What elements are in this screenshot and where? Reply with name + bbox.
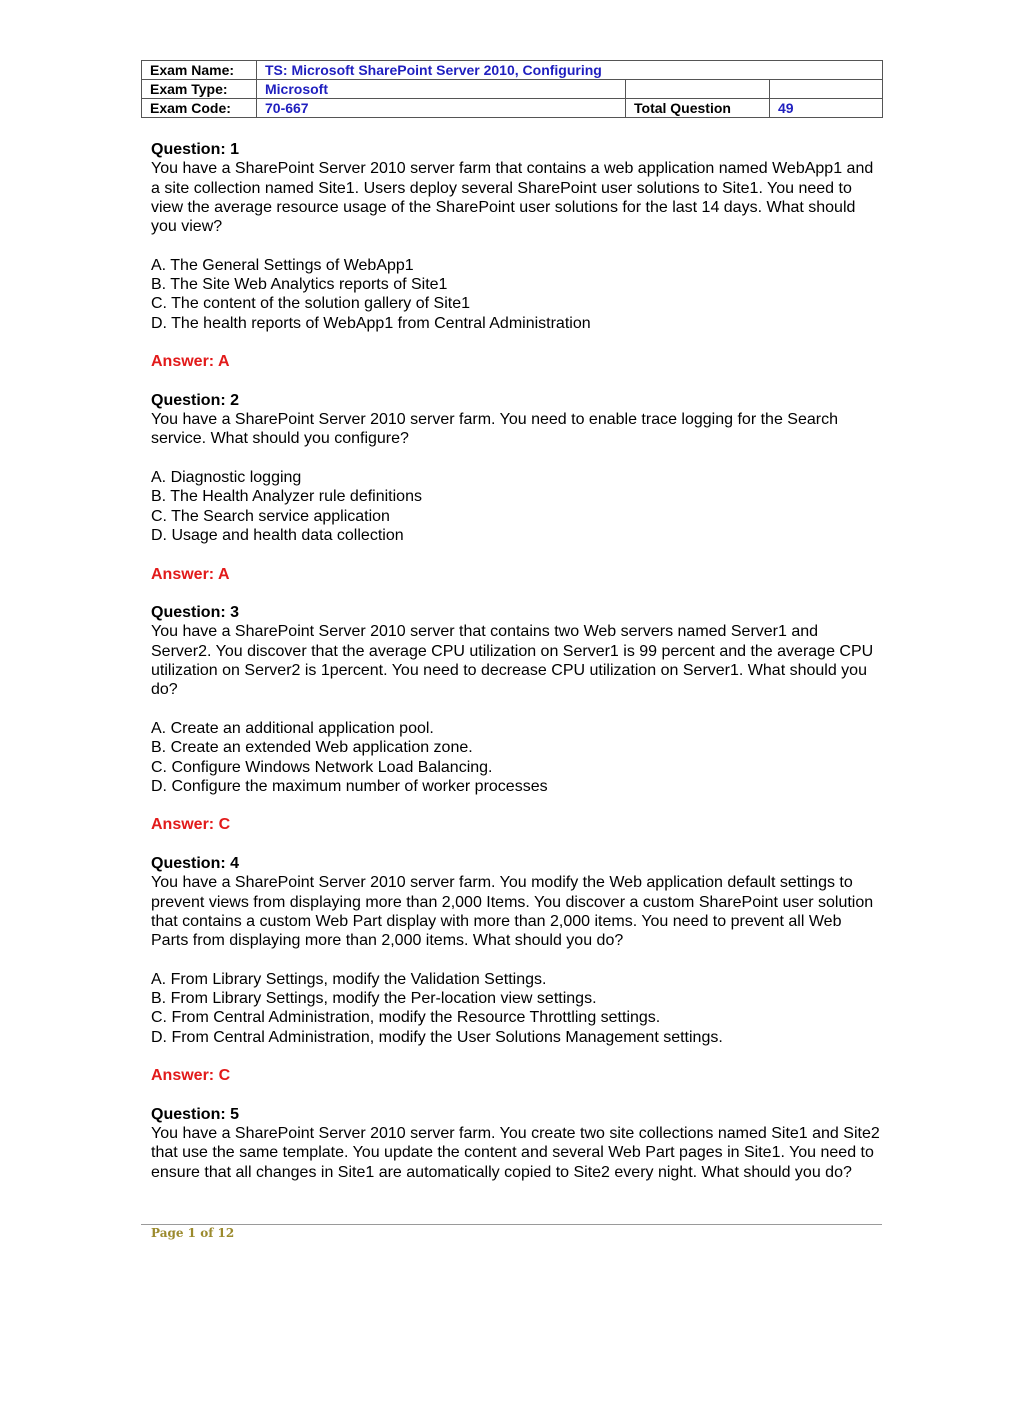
empty-cell [626, 80, 770, 99]
option-d: D. Usage and health data collection [151, 526, 404, 544]
exam-code-row [142, 99, 883, 118]
question-title: Question: 4 [151, 854, 240, 872]
question-title: Question: 3 [151, 604, 240, 622]
question-text: You have a SharePoint Server 2010 server that contains two Web servers named Server1 and Server2. You discover that the average CPU utilization on Server1 is 99 percent and the average CPU utilization on Server2 is 1percent. You need to decrease CPU utilization on Server1. What should you do? [151, 623, 874, 699]
answer-options [151, 719, 881, 796]
exam-info-table [141, 60, 883, 118]
question-text: You have a SharePoint Server 2010 server farm. You create two site collections named Site1 and Site2 that use the same template. You update the content and several Web Part pages in Site1. You need to ensure that all changes in Site1 are automatically copied to Site2 every night. What should you do? [151, 1125, 880, 1181]
answer-label: Answer: A [151, 353, 230, 371]
option-a: A. The General Settings of WebApp1 [151, 256, 414, 274]
questions-list [151, 140, 881, 1182]
option-c: C. From Central Administration, modify the Resource Throttling settings. [151, 1009, 661, 1027]
option-a: A. Create an additional application pool. [151, 719, 434, 737]
empty-cell [770, 80, 883, 99]
question-title: Question: 5 [151, 1105, 240, 1123]
option-d: D. Configure the maximum number of worker processes [151, 777, 548, 795]
exam-code-value: 70-667 [257, 99, 626, 118]
exam-type-row [142, 80, 883, 99]
exam-type-value: Microsoft [257, 80, 626, 99]
option-c: C. The content of the solution gallery of Site1 [151, 295, 471, 313]
question-title: Question: 2 [151, 391, 240, 409]
exam-type-label: Exam Type: [142, 80, 257, 99]
answer-options [151, 468, 881, 545]
question-block [151, 391, 881, 584]
question-text: You have a SharePoint Server 2010 server farm that contains a web application named WebApp1 and a site collection named Site1. Users deploy several SharePoint user solutions to Site1. You need to view the average resource usage of the SharePoint user solutions for the last 14 days. What should you view? [151, 160, 874, 236]
answer-options [151, 256, 881, 333]
total-question-label: Total Question [626, 99, 770, 118]
exam-name-row [142, 61, 883, 80]
option-b: B. From Library Settings, modify the Per-location view settings. [151, 990, 597, 1008]
question-block [151, 603, 881, 835]
option-a: A. From Library Settings, modify the Validation Settings. [151, 970, 547, 988]
answer-label: Answer: C [151, 1067, 231, 1085]
answer-label: Answer: C [151, 816, 231, 834]
question-text: You have a SharePoint Server 2010 server farm. You modify the Web application default settings to prevent views from displaying more than 2,000 Items. You discover a custom SharePoint user solution that contains a custom Web Part display with more than 2,000 items. You need to prevent all Web Parts from displaying more than 2,000 items. What should you do? [151, 874, 874, 950]
question-title: Question: 1 [151, 141, 240, 158]
exam-code-label: Exam Code: [142, 99, 257, 118]
answer-label: Answer: A [151, 565, 230, 583]
question-block [151, 1105, 881, 1182]
footer-divider [141, 1224, 882, 1225]
option-d: D. From Central Administration, modify the User Solutions Management settings. [151, 1028, 723, 1046]
option-d: D. The health reports of WebApp1 from Central Administration [151, 314, 591, 332]
option-c: C. Configure Windows Network Load Balancing. [151, 758, 493, 776]
question-block [151, 140, 881, 372]
option-b: B. The Health Analyzer rule definitions [151, 488, 422, 506]
answer-options [151, 970, 881, 1047]
question-block [151, 854, 881, 1086]
option-b: B. Create an extended Web application zone. [151, 739, 473, 757]
option-a: A. Diagnostic logging [151, 469, 302, 487]
option-b: B. The Site Web Analytics reports of Site1 [151, 276, 448, 294]
exam-name-value: TS: Microsoft SharePoint Server 2010, Configuring [257, 61, 883, 80]
page-number: Page 1 of 12 [151, 1226, 235, 1240]
exam-name-label: Exam Name: [142, 61, 257, 80]
option-c: C. The Search service application [151, 507, 390, 525]
question-text: You have a SharePoint Server 2010 server farm. You need to enable trace logging for the Search service. What should you configure? [151, 411, 838, 448]
total-question-value: 49 [770, 99, 883, 118]
